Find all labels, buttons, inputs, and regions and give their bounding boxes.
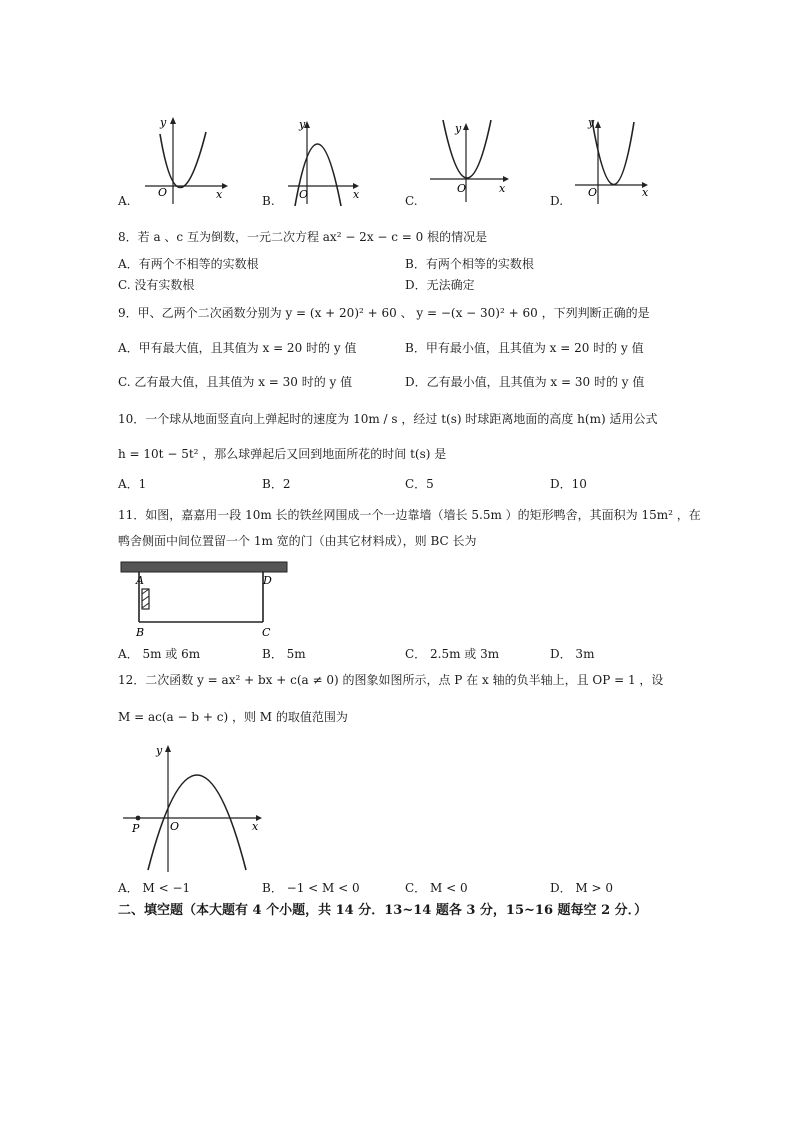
q12-option-d[interactable]: D． M > 0 xyxy=(550,881,614,895)
q11-option-c[interactable]: C． 2.5m 或 3m xyxy=(405,647,500,661)
q7-label-b[interactable]: B. xyxy=(262,194,275,208)
q7-label-a[interactable]: A. xyxy=(118,194,131,208)
q7-graph-a xyxy=(140,112,240,207)
q11-figure xyxy=(118,560,293,640)
q7c-y: y xyxy=(455,122,462,135)
q11-stem-line1: 11．如图，嘉嘉用一段 10m 长的铁丝网围成一个一边靠墙（墙长 5.5m ）的矩形鸭舍，其面积为 15m² ，在 xyxy=(118,508,701,522)
q12-stem-line1: 12．二次函数 y = ax² + bx + c(a ≠ 0) 的图象如图所示，点 P 在 x 轴的负半轴上，且 OP = 1 ，设 xyxy=(118,673,664,687)
q10-option-b[interactable]: B．2 xyxy=(262,477,291,491)
q10-stem-line2: h = 10t − 5t² ，那么球弹起后又回到地面所花的时间 t(s) 是 xyxy=(118,447,447,461)
q9-option-a[interactable]: A．甲有最大值，且其值为 x = 20 时的 y 值 xyxy=(118,341,357,355)
q11-point-d: D xyxy=(263,574,272,587)
q7c-x: x xyxy=(499,182,506,195)
q9-stem: 9．甲、乙两个二次函数分别为 y = (x + 20)² + 60 、 y = −(x − 30)² + 60 ，下列判断正确的是 xyxy=(118,306,650,320)
q7-label-d[interactable]: D. xyxy=(550,194,564,208)
q9-option-b[interactable]: B．甲有最小值，且其值为 x = 20 时的 y 值 xyxy=(405,341,644,355)
q12-option-a[interactable]: A． M < −1 xyxy=(118,881,191,895)
q7a-y: y xyxy=(160,116,167,129)
q7d-y: y xyxy=(588,116,595,129)
q11-stem-line2: 鸭舍侧面中间位置留一个 1m 宽的门（由其它材料成），则 BC 长为 xyxy=(118,534,477,548)
q10-stem-line1: 10．一个球从地面竖直向上弹起时的速度为 10m / s ，经过 t(s) 时球距离地面的高度 h(m) 适用公式 xyxy=(118,412,658,426)
q7b-x: x xyxy=(353,188,360,201)
q12-option-c[interactable]: C． M < 0 xyxy=(405,881,468,895)
q7-graph-d xyxy=(570,112,670,207)
q12-figure xyxy=(118,740,268,875)
q11-option-d[interactable]: D． 3m xyxy=(550,647,595,661)
q11-point-c: C xyxy=(262,626,271,639)
q11-option-b[interactable]: B． 5m xyxy=(262,647,306,661)
q8-option-a[interactable]: A．有两个不相等的实数根 xyxy=(118,257,259,271)
q12-axis-x: x xyxy=(252,820,259,833)
q9-option-d[interactable]: D．乙有最小值，且其值为 x = 30 时的 y 值 xyxy=(405,375,645,389)
q10-option-c[interactable]: C．5 xyxy=(405,477,434,491)
q8-stem: 8．若 a 、c 互为倒数，一元二次方程 ax² − 2x − c = 0 根的情况是 xyxy=(118,230,488,244)
q7b-o: O xyxy=(299,188,309,201)
q12-origin: O xyxy=(170,820,180,833)
section-fill-in-title: 二、填空题（本大题有 4 个小题，共 14 分．13~14 题各 3 分，15~16 题每空 2 分．） xyxy=(118,903,648,918)
q7b-y: y xyxy=(299,118,306,131)
q11-point-a: A xyxy=(136,574,144,587)
q7d-x: x xyxy=(642,186,649,199)
q7-graph-b xyxy=(283,112,383,207)
q10-option-d[interactable]: D．10 xyxy=(550,477,587,491)
q8-option-c[interactable]: C. 没有实数根 xyxy=(118,278,195,292)
q12-axis-y: y xyxy=(156,744,163,757)
q7-label-c[interactable]: C. xyxy=(405,194,418,208)
q8-option-b[interactable]: B．有两个相等的实数根 xyxy=(405,257,534,271)
q12-point-p: P xyxy=(132,822,140,835)
q7a-o: O xyxy=(158,186,168,199)
q7c-o: O xyxy=(457,182,467,195)
q8-option-d[interactable]: D．无法确定 xyxy=(405,278,475,292)
q7d-o: O xyxy=(588,186,598,199)
q10-option-a[interactable]: A．1 xyxy=(118,477,147,491)
q11-point-b: B xyxy=(136,626,145,639)
q12-option-b[interactable]: B． −1 < M < 0 xyxy=(262,881,360,895)
q7a-x: x xyxy=(216,188,223,201)
q11-option-a[interactable]: A． 5m 或 6m xyxy=(118,647,201,661)
q12-stem-line2: M = ac(a − b + c) ，则 M 的取值范围为 xyxy=(118,710,348,724)
q7-graph-c xyxy=(425,112,525,207)
q9-option-c[interactable]: C. 乙有最大值，且其值为 x = 30 时的 y 值 xyxy=(118,375,353,389)
